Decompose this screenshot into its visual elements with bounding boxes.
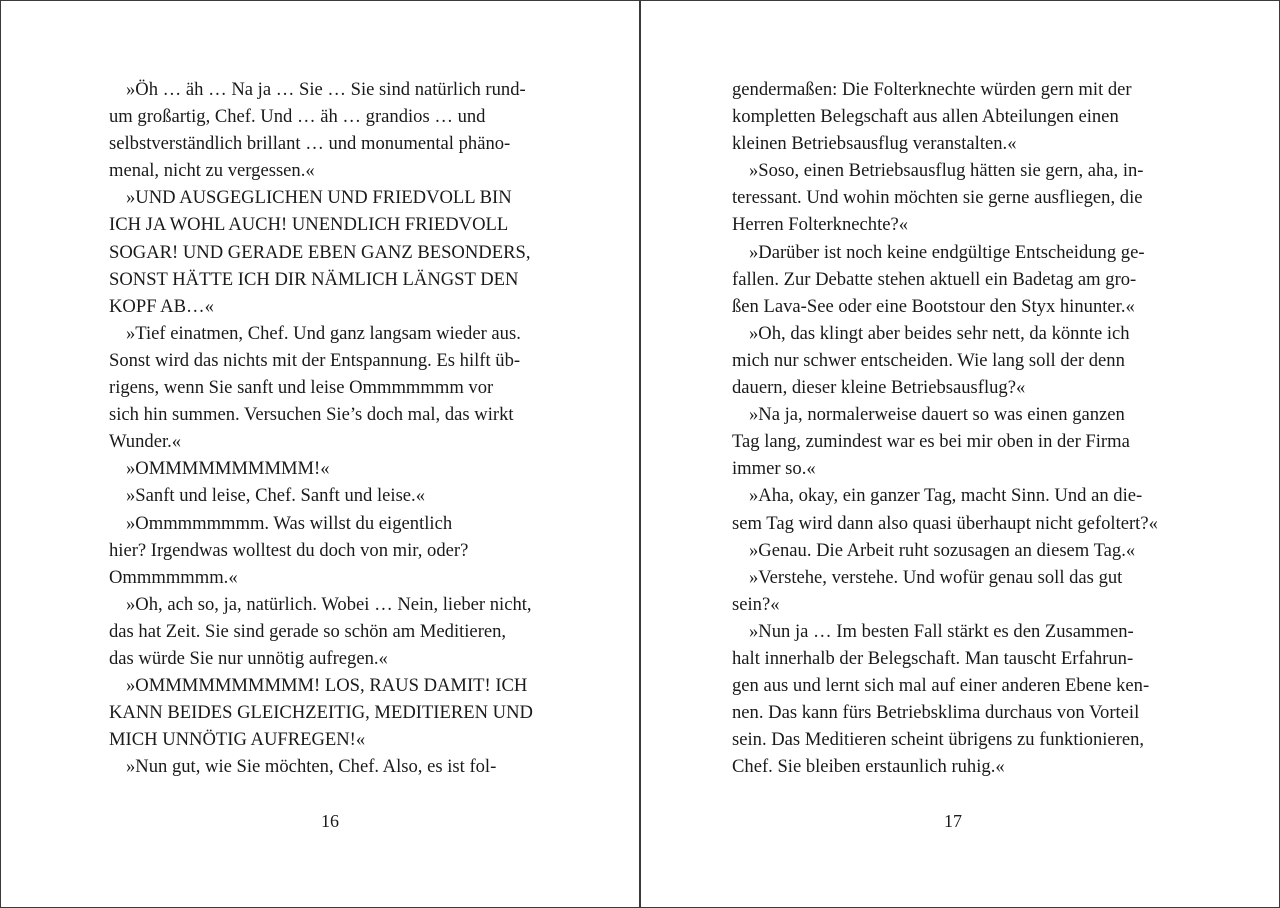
paragraph: »UND AUSGEGLICHEN UND FRIEDVOLL BIN ICH JA WOHL AUCH! UNENDLICH FRIEDVOLL SOGAR! UND GERADE EBEN GANZ BESONDERS, SONST HÄTTE ICH DIR NÄMLICH LÄNGST DEN KOPF AB…« xyxy=(109,187,531,317)
paragraph: »Darüber ist noch keine endgültige Entscheidung ge- fallen. Zur Debatte stehen aktuell ein Badetag am gro- ßen Lava-See oder eine Bootstour den Styx hinunter.« xyxy=(732,241,1145,317)
left-page-text xyxy=(109,76,551,780)
paragraph: »OMMMMMMMMMM!« xyxy=(126,458,330,480)
paragraph: »Oh, das klingt aber beides sehr nett, da könnte ich mich nur schwer entscheiden. Wie lang soll der denn dauern, dieser kleine Betriebsausflug?« xyxy=(732,322,1130,399)
paragraph: »Aha, okay, ein ganzer Tag, macht Sinn. Und an die- sem Tag wird dann also quasi überhaupt nicht gefoltert?« xyxy=(732,485,1158,534)
paragraph: »Na ja, normalerweise dauert so was einen ganzen Tag lang, zumindest war es bei mir oben in der Firma immer so.« xyxy=(732,404,1130,480)
page-number-left: 16 xyxy=(321,811,339,831)
left-page xyxy=(1,1,639,907)
paragraph: »Oh, ach so, ja, natürlich. Wobei … Nein, lieber nicht, das hat Zeit. Sie sind gerade so schön am Meditieren, das würde Sie nur unnötig aufregen.« xyxy=(109,593,532,669)
paragraph-continued: gendermaßen: Die Folterknechte würden gern mit der kompletten Belegschaft aus allen Abteilungen einen kleinen Betriebsausflug veranstalten.« xyxy=(732,79,1132,155)
paragraph: »Sanft und leise, Chef. Sanft und leise.« xyxy=(126,485,425,507)
paragraph: »Verstehe, verstehe. Und wofür genau soll das gut sein?« xyxy=(732,566,1123,615)
page-number-right: 17 xyxy=(944,811,962,831)
paragraph: »OMMMMMMMMMM! LOS, RAUS DAMIT! ICH KANN BEIDES GLEICHZEITIG, MEDITIEREN UND MICH UNNÖTIG AUFREGEN!« xyxy=(109,675,533,751)
right-page-text xyxy=(732,76,1174,780)
paragraph: »Nun gut, wie Sie möchten, Chef. Also, es ist fol- xyxy=(126,756,497,778)
paragraph: »Genau. Die Arbeit ruht sozusagen an diesem Tag.« xyxy=(749,539,1136,561)
paragraph: »Öh … äh … Na ja … Sie … Sie sind natürlich rund- um großartig, Chef. Und … äh … grandios … und selbstverständlich brillant … und monumental phäno- menal, nicht zu vergessen.« xyxy=(109,79,526,182)
right-page xyxy=(641,1,1279,907)
paragraph: »Ommmmmmmm. Was willst du eigentlich hier? Irgendwas wolltest du doch von mir, oder? Ommmmmmm.« xyxy=(109,512,469,588)
paragraph: »Soso, einen Betriebsausflug hätten sie gern, aha, in- teressant. Und wohin möchten sie gerne ausfliegen, die Herren Folterknechte?« xyxy=(732,160,1144,236)
paragraph: »Nun ja … Im besten Fall stärkt es den Zusammen- halt innerhalb der Belegschaft. Man tauscht Erfahrun- gen aus und lernt sich mal auf einer anderen Ebene ken- nen. Das kann fürs Betriebsklima durchaus von Vorteil sein. Das Meditieren scheint übrigens zu funktionieren, Chef. Sie bleiben erstaunlich ruhig.« xyxy=(732,620,1150,778)
paragraph: »Tief einatmen, Chef. Und ganz langsam wieder aus. Sonst wird das nichts mit der Entspannung. Es hilft üb- rigens, wenn Sie sanft und leise Ommmmmmm vor sich hin summen. Versuchen Sie’s doch mal, das wirkt Wunder.« xyxy=(109,322,521,453)
